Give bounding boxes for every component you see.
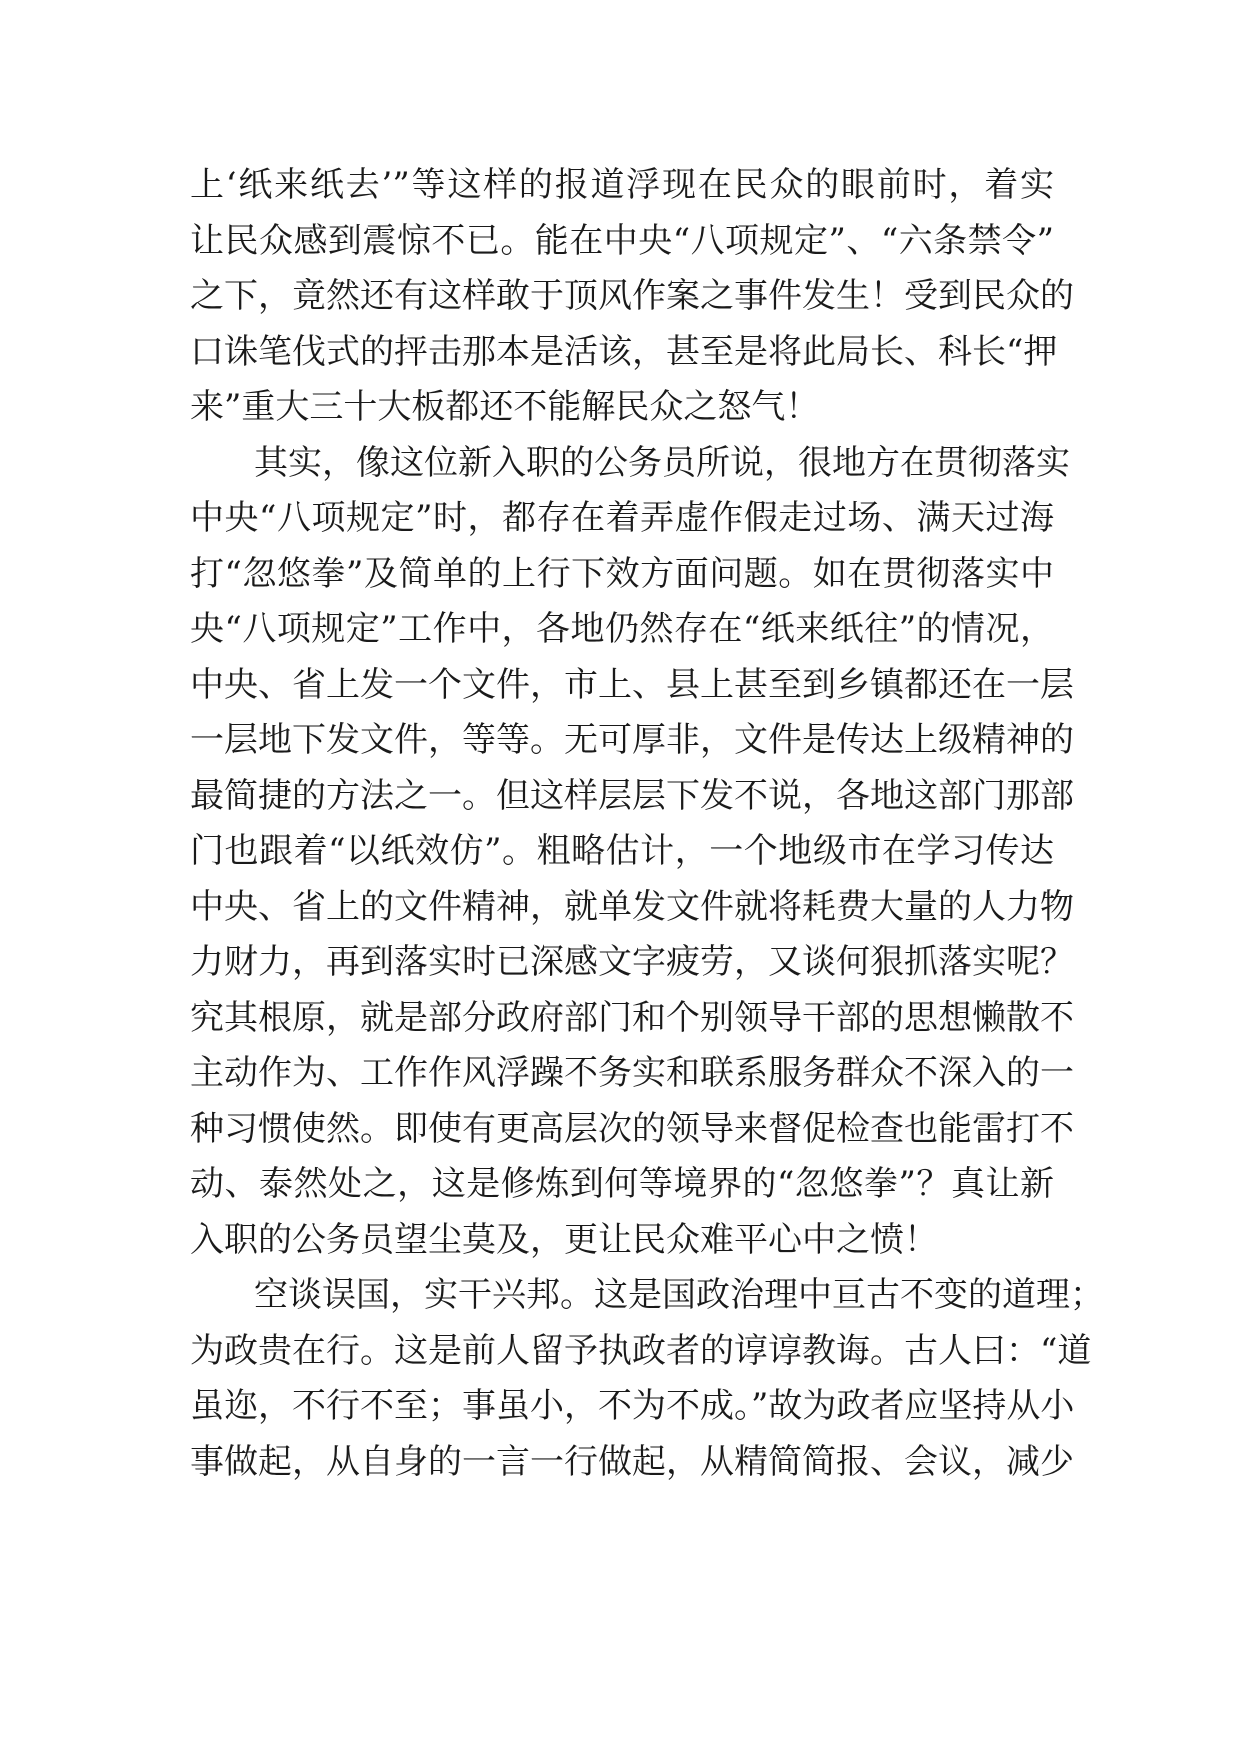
text-line: 为政贵在行。这是前人留予执政者的谆谆教诲。古人曰：“道 bbox=[190, 1330, 1092, 1371]
text-line: 中央、省上的文件精神，就单发文件就将耗费大量的人力物 bbox=[190, 886, 1074, 927]
text-line: 口诛笔伐式的抨击那本是活该，甚至是将此局长、科长“押 bbox=[190, 331, 1058, 372]
text-line: 中央、省上发一个文件，市上、县上甚至到乡镇都还在一层 bbox=[190, 664, 1074, 705]
text-line: 让民众感到震惊不已。能在中央“八项规定”、“六条禁令” bbox=[190, 220, 1054, 261]
text-line: 上‘纸来纸去’”等这样的报道浮现在民众的眼前时，着实 bbox=[190, 165, 1054, 205]
text-line: 门也跟着“以纸效仿”。粗略估计，一个地级市在学习传达 bbox=[190, 831, 1054, 871]
text-line: 一层地下发文件，等等。无可厚非，文件是传达上级精神的 bbox=[190, 720, 1074, 760]
paragraph-start-line: 其实，像这位新入职的公务员所说，很地方在贯彻落实 bbox=[254, 442, 1070, 483]
text-line: 来”重大三十大板都还不能解民众之怒气！ bbox=[190, 387, 820, 427]
text-line: 事做起，从自身的一言一行做起，从精简简报、会议，减少 bbox=[190, 1441, 1074, 1482]
text-line: 种习惯使然。即使有更高层次的领导来督促检查也能雷打不 bbox=[190, 1108, 1074, 1149]
text-line: 虽迩，不行不至；事虽小，不为不成。”故为政者应坚持从小 bbox=[190, 1386, 1075, 1426]
text-line: 力财力，再到落实时已深感文字疲劳，又谈何狠抓落实呢？ bbox=[190, 942, 1074, 982]
text-line: 主动作为、工作作风浮躁不务实和联系服务群众不深入的一 bbox=[190, 1053, 1074, 1093]
text-line: 打“忽悠拳”及简单的上行下效方面问题。如在贯彻落实中 bbox=[190, 553, 1054, 594]
text-line: 动、泰然处之，这是修炼到何等境界的“忽悠拳”？真让新 bbox=[190, 1164, 1054, 1204]
text-line: 央“八项规定”工作中，各地仍然存在“纸来纸往”的情况， bbox=[190, 609, 1054, 649]
text-line: 中央“八项规定”时，都存在着弄虚作假走过场、满天过海 bbox=[190, 498, 1054, 538]
text-line: 究其根原，就是部分政府部门和个别领导干部的思想懒散不 bbox=[190, 997, 1074, 1038]
body-text bbox=[190, 158, 1104, 1490]
paragraph-start-line: 空谈误国，实干兴邦。这是国政治理中亘古不变的道理； bbox=[254, 1275, 1104, 1315]
text-line: 入职的公务员望尘莫及，更让民众难平心中之愤！ bbox=[190, 1219, 938, 1260]
text-line: 之下，竟然还有这样敢于顶风作案之事件发生！受到民众的 bbox=[190, 276, 1074, 316]
text-line: 最简捷的方法之一。但这样层层下发不说，各地这部门那部 bbox=[190, 775, 1074, 816]
